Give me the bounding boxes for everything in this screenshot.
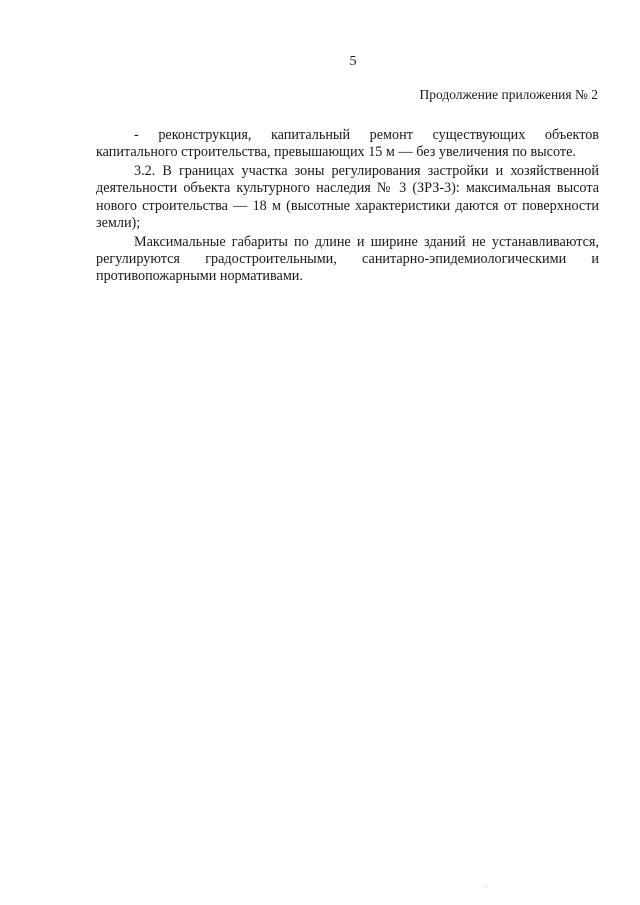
page-number: 5 xyxy=(349,54,357,69)
scan-artifact xyxy=(486,886,487,887)
paragraph-building-dimensions: Максимальные габариты по длине и ширине зданий не устанавливаются, регулируются градостроительными, санитарно-эпидемиологическими и противопожарными нормативами. xyxy=(96,233,599,285)
body-text xyxy=(96,127,599,287)
paragraph-reconstruction: - реконструкция, капитальный ремонт существующих объектов капитального строительства, превышающих 15 м — без увеличения по высоте. xyxy=(96,127,599,161)
appendix-continuation-note: Продолжение приложения № 2 xyxy=(419,87,598,102)
paragraph-zone-zrz3: 3.2. В границах участка зоны регулирования застройки и хозяйственной деятельности объекта культурного наследия № 3 (ЗРЗ-3): максимальная высота нового строительства — 18 м (высотные характеристики даются от поверхности земли); xyxy=(96,163,599,231)
